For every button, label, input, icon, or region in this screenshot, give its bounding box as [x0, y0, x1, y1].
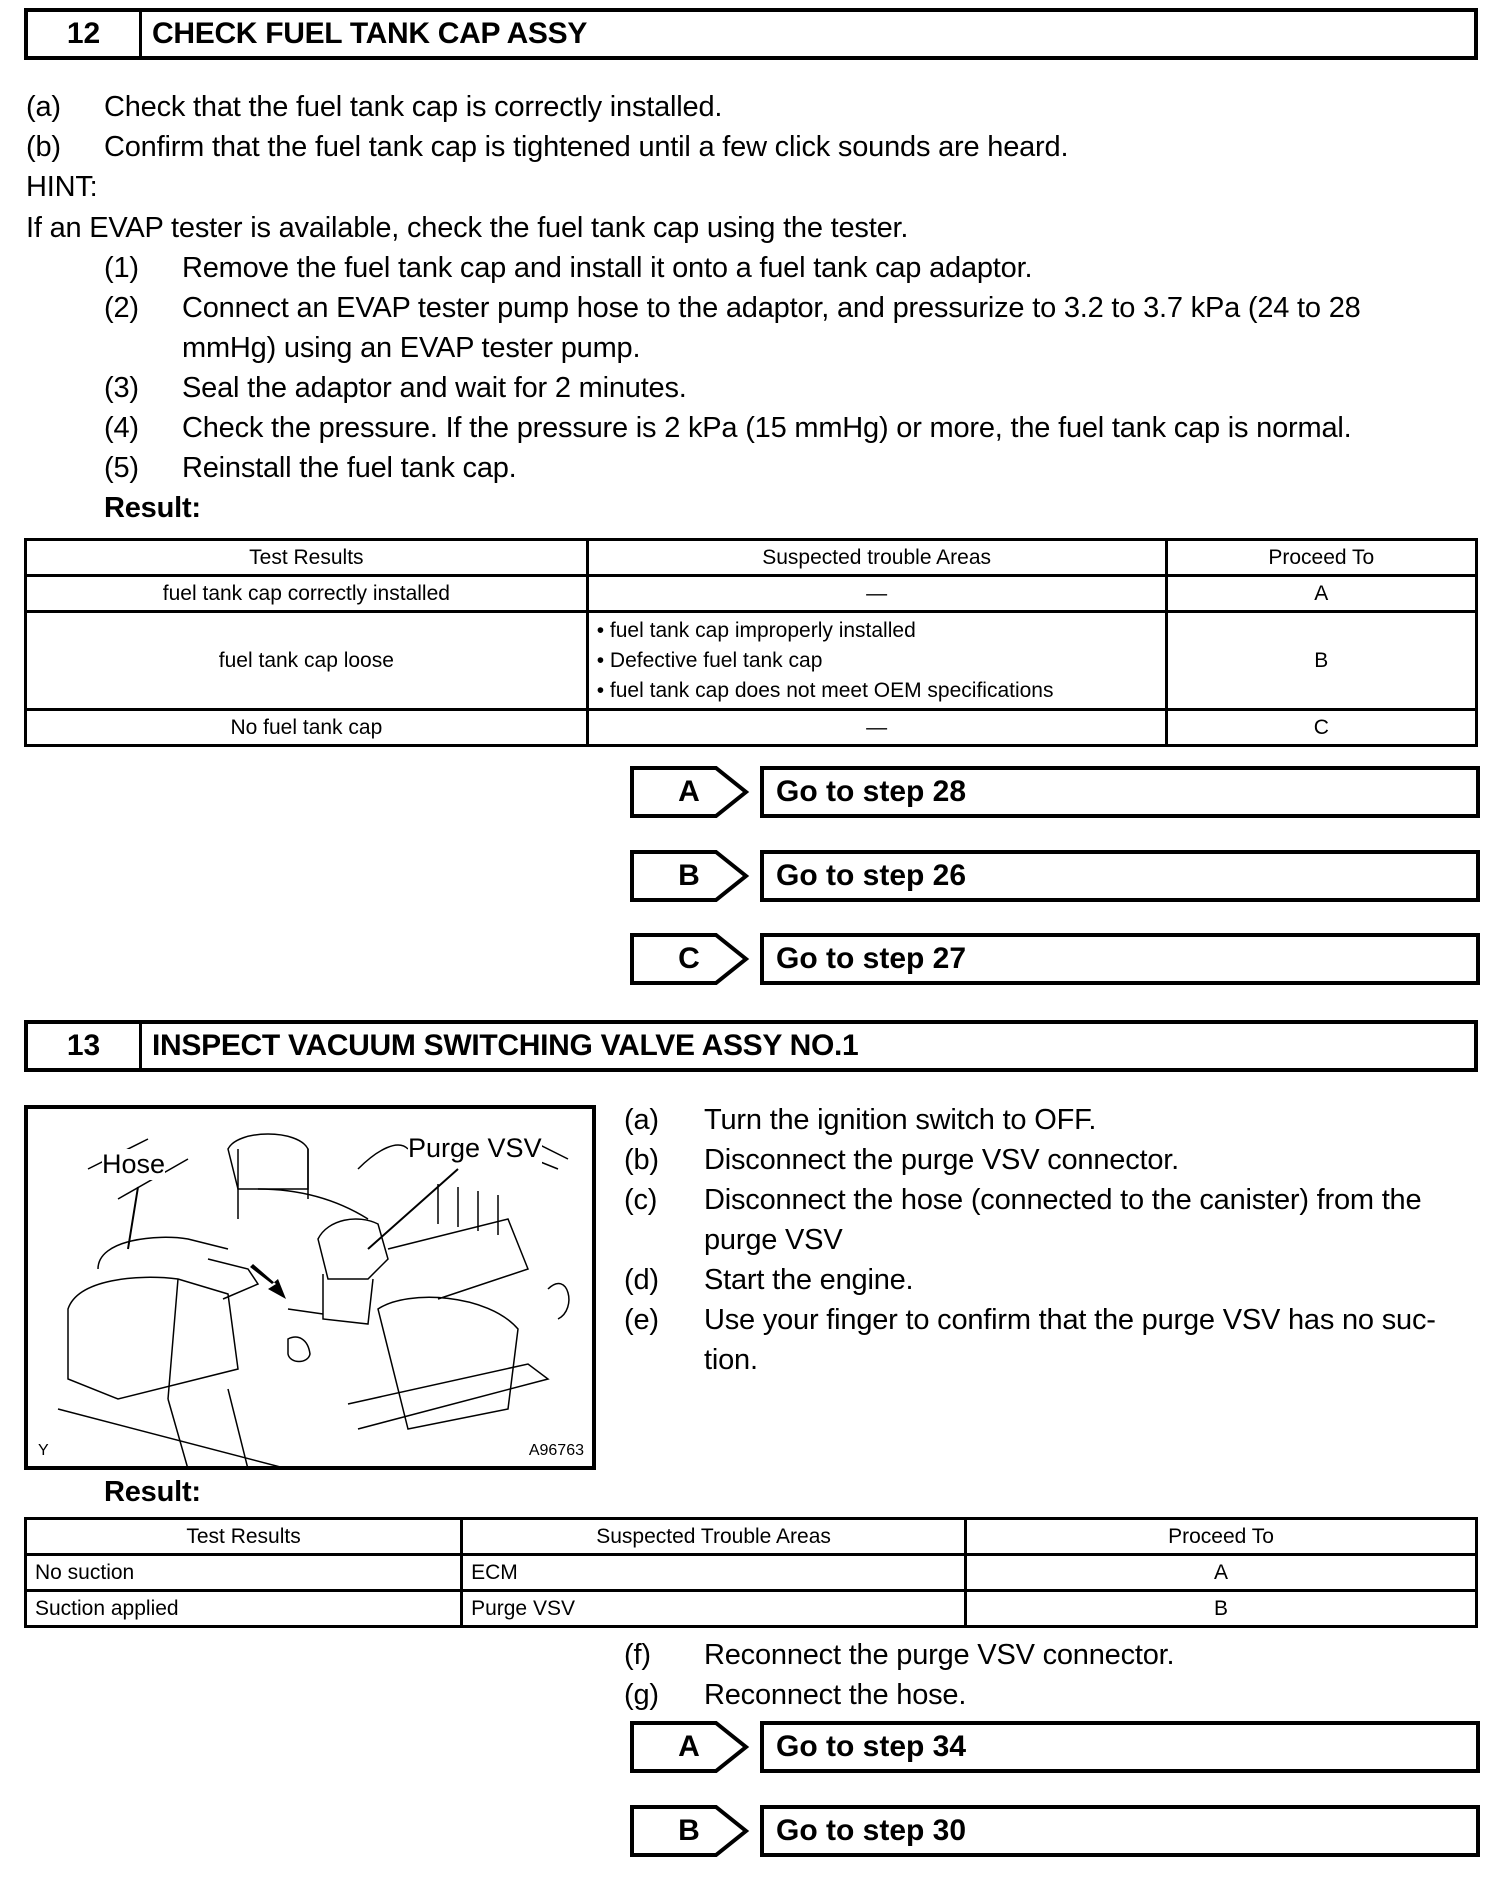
table-row: No fuel tank cap — C: [26, 710, 1477, 746]
goto-link[interactable]: Go to step 27: [760, 933, 1480, 985]
header-proceed-to: Proceed To: [1166, 540, 1476, 576]
goto-b-step-30[interactable]: B Go to step 30: [630, 1805, 1480, 1857]
table-header-row: [26, 540, 1477, 576]
table-row: No suction ECM A: [26, 1555, 1477, 1591]
step-12-header: [24, 8, 1478, 60]
step-number: 12: [28, 12, 142, 56]
goto-a-step-34[interactable]: A Go to step 34: [630, 1721, 1480, 1773]
instruction-e-cont: tion.: [704, 1344, 758, 1376]
list-item: • fuel tank cap does not meet OEM specifications: [596, 678, 1054, 702]
goto-c-step-27[interactable]: C Go to step 27: [630, 933, 1480, 985]
result-table-step-13: [24, 1517, 1478, 1628]
goto-link[interactable]: Go to step 26: [760, 850, 1480, 902]
goto-link[interactable]: Go to step 28: [760, 766, 1480, 818]
step-number: 13: [28, 1024, 142, 1068]
table-row: fuel tank cap correctly installed — A: [26, 576, 1477, 612]
header-proceed-to: Proceed To: [966, 1519, 1477, 1555]
figure-id: A96763: [528, 1442, 584, 1459]
suspected-areas-list: [587, 612, 1166, 710]
table-row: fuel tank cap loose • fuel tank cap improperly installed • Defective fuel tank cap • fuel tank cap does not meet OEM specifications B: [26, 612, 1477, 710]
label-purge-vsv: Purge VSV: [408, 1133, 542, 1163]
header-test-results: Test Results: [26, 540, 588, 576]
step-13-header: [24, 1020, 1478, 1072]
result-table-step-12: [24, 538, 1478, 747]
engine-figure: [24, 1105, 596, 1470]
result-label: Result:: [104, 492, 201, 524]
table-row: Suction applied Purge VSV B: [26, 1591, 1477, 1627]
header-test-results: Test Results: [26, 1519, 462, 1555]
result-label: Result:: [104, 1476, 201, 1508]
header-suspected-areas: Suspected Trouble Areas: [462, 1519, 966, 1555]
hint-label: HINT:: [26, 171, 98, 203]
figure-corner-mark: Y: [38, 1442, 49, 1459]
instruction-c-cont: purge VSV: [704, 1224, 843, 1256]
step-title: INSPECT VACUUM SWITCHING VALVE ASSY NO.1: [152, 1029, 859, 1062]
hint-step-2-cont: mmHg) using an EVAP tester pump.: [182, 332, 641, 364]
table-header-row: [26, 1519, 1477, 1555]
list-item: • Defective fuel tank cap: [596, 648, 823, 672]
hint-text: If an EVAP tester is available, check the fuel tank cap using the tester.: [26, 212, 909, 244]
goto-link[interactable]: Go to step 30: [760, 1805, 1480, 1857]
goto-link[interactable]: Go to step 34: [760, 1721, 1480, 1773]
goto-a-step-28[interactable]: A Go to step 28: [630, 766, 1480, 818]
header-suspected-areas: Suspected trouble Areas: [587, 540, 1166, 576]
step-title: CHECK FUEL TANK CAP ASSY: [152, 17, 588, 50]
list-item: • fuel tank cap improperly installed: [596, 618, 916, 642]
label-hose: Hose: [102, 1149, 166, 1179]
goto-b-step-26[interactable]: B Go to step 26: [630, 850, 1480, 902]
